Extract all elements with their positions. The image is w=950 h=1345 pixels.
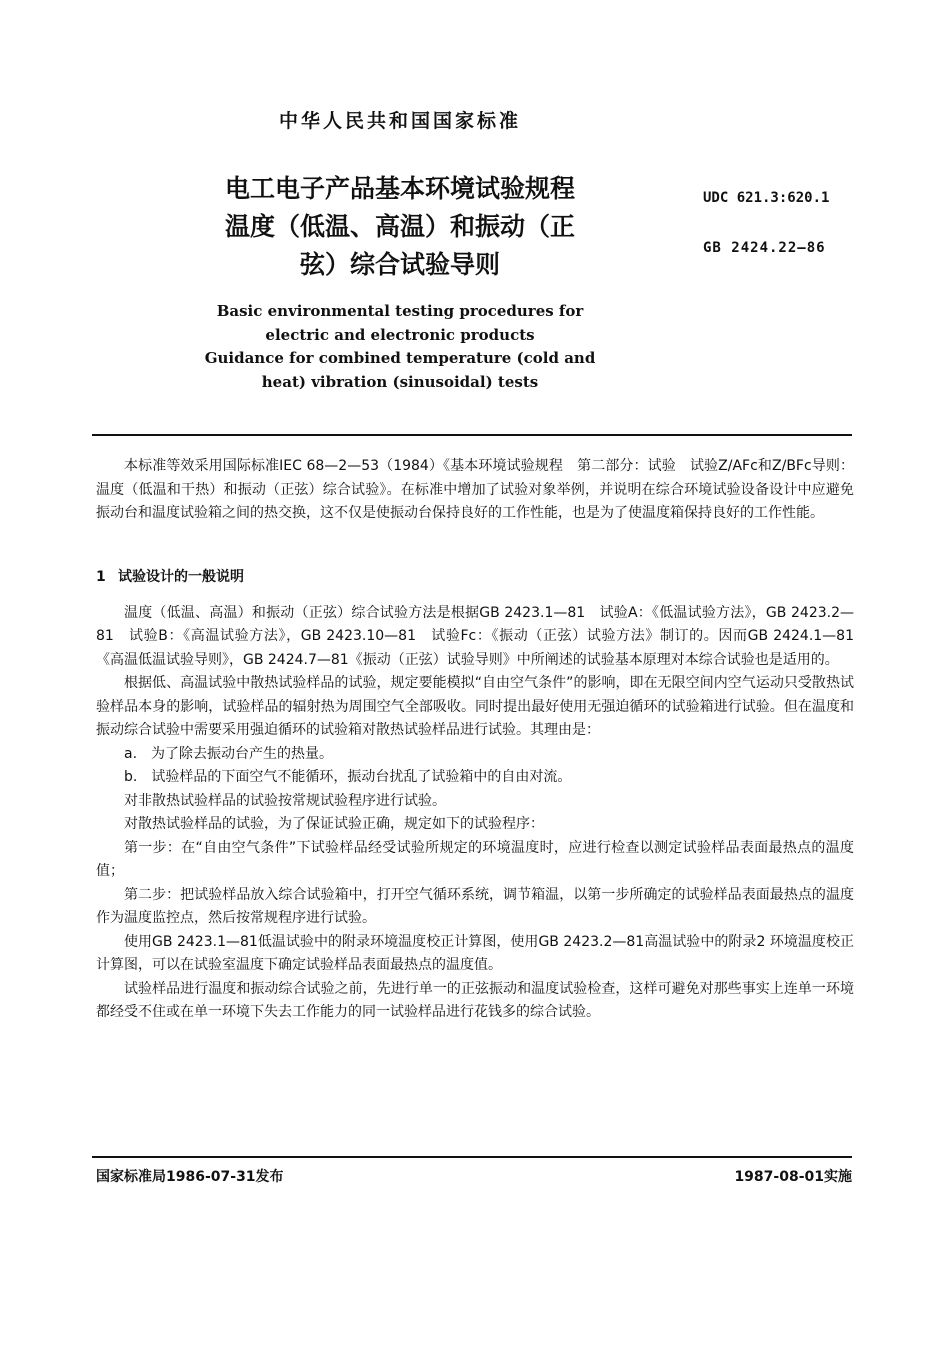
chinese-title-line: 弦）综合试验导则: [299, 250, 500, 279]
list-item-b: b. 试验样品的下面空气不能循环，振动台扰乱了试验箱中的自由对流。: [124, 769, 572, 785]
list-item-a: a. 为了除去振动台产生的热量。: [124, 745, 334, 762]
english-title-line: Basic environmental testing procedures for: [216, 302, 584, 320]
effective-date: 1987-08-01实施: [734, 1169, 852, 1185]
step-one-paragraph: 第一步：在“自由空气条件”下试验样品经受试验所规定的环境温度时，应进行检查以测定试验样品表面最热点的温度值；: [96, 839, 854, 879]
body-paragraph: 温度（低温、高温）和振动（正弦）综合试验方法是根据GB 2423.1—81 试验A：《低温试验方法》，GB 2423.2—81 试验B：《高温试验方法》，GB 2423.10—81 试验Fc：《振动（正弦）试验方法》制订的。因而GB 2424.1—81《高温低温试验导则》，GB 2424.7—81《振动（正弦）试验导则》中所阐述的试验基本原理对本综合试验也是适用的。: [96, 604, 854, 668]
body-paragraph: 对散热试验样品的试验，为了保证试验正确，规定如下的试验程序：: [124, 816, 544, 832]
national-standard-heading: 中华人民共和国国家标准: [278, 110, 521, 132]
chinese-title: [180, 170, 620, 284]
chinese-title-line: 电工电子产品基本环境试验规程: [224, 174, 575, 203]
section-1: [96, 566, 854, 1025]
english-title-line: heat) vibration (sinusoidal) tests: [261, 372, 539, 391]
footer-divider: [92, 1156, 852, 1158]
body-paragraph: 使用GB 2423.1—81低温试验中的附录环境温度校正计算图，使用GB 2423.2—81高温试验中的附录2 环境温度校正计算图，可以在试验室温度下确定试验样品表面最热点的温度值。: [96, 933, 854, 973]
english-title: [150, 300, 650, 394]
intro-paragraph: 本标准等效采用国际标准IEC 68—2—53（1984）《基本环境试验规程 第二部分：试验 试验Z/AFc和Z/BFc导则：温度（低温和干热）和振动（正弦）综合试验》。在标准中增加了试验对象举例，并说明在综合环境试验设备设计中应避免振动台和温度试验箱之间的热交换，这不仅是使振动台保持良好的工作性能，也是为了使温度箱保持良好的工作性能。: [96, 458, 854, 521]
english-title-line: Guidance for combined temperature (cold and: [204, 349, 596, 367]
body-paragraph: 试验样品进行温度和振动综合试验之前，先进行单一的正弦振动和温度试验检查，这样可避免对那些事实上连单一环境都经受不住或在单一环境下失去工作能力的同一试验样品进行花钱多的综合试验。: [96, 980, 854, 1020]
chinese-title-line: 温度（低温、高温）和振动（正: [224, 212, 575, 241]
section-title: 试验设计的一般说明: [118, 569, 244, 585]
section-heading: [96, 566, 854, 590]
issue-date: 国家标准局1986-07-31发布: [96, 1169, 284, 1185]
body-paragraph: 根据低、高温试验中散热试验样品的试验，规定要能模拟“自由空气条件”的影响，即在无限空间内空气运动只受散热试验样品本身的影响，试验样品的辐射热为周围空气全部吸收。同时提出最好使用无强迫循环的试验箱进行试验。但在温度和振动综合试验中需要采用强迫循环的试验箱对散热试验样品进行试验。其理由是：: [96, 675, 854, 738]
intro-block: [96, 455, 854, 526]
step-two-paragraph: 第二步：把试验样品放入综合试验箱中，打开空气循环系统，调节箱温，以第一步所确定的试验样品表面最热点的温度作为温度监控点，然后按常规程序进行试验。: [96, 886, 854, 926]
section-number: 1: [96, 569, 106, 585]
english-title-line: electric and electronic products: [265, 325, 535, 344]
udc-code: UDC 621.3:620.1: [703, 190, 830, 206]
header-divider: [92, 434, 852, 436]
gb-code: GB 2424.22—86: [703, 240, 826, 256]
body-paragraph: 对非散热试验样品的试验按常规试验程序进行试验。: [124, 792, 446, 809]
